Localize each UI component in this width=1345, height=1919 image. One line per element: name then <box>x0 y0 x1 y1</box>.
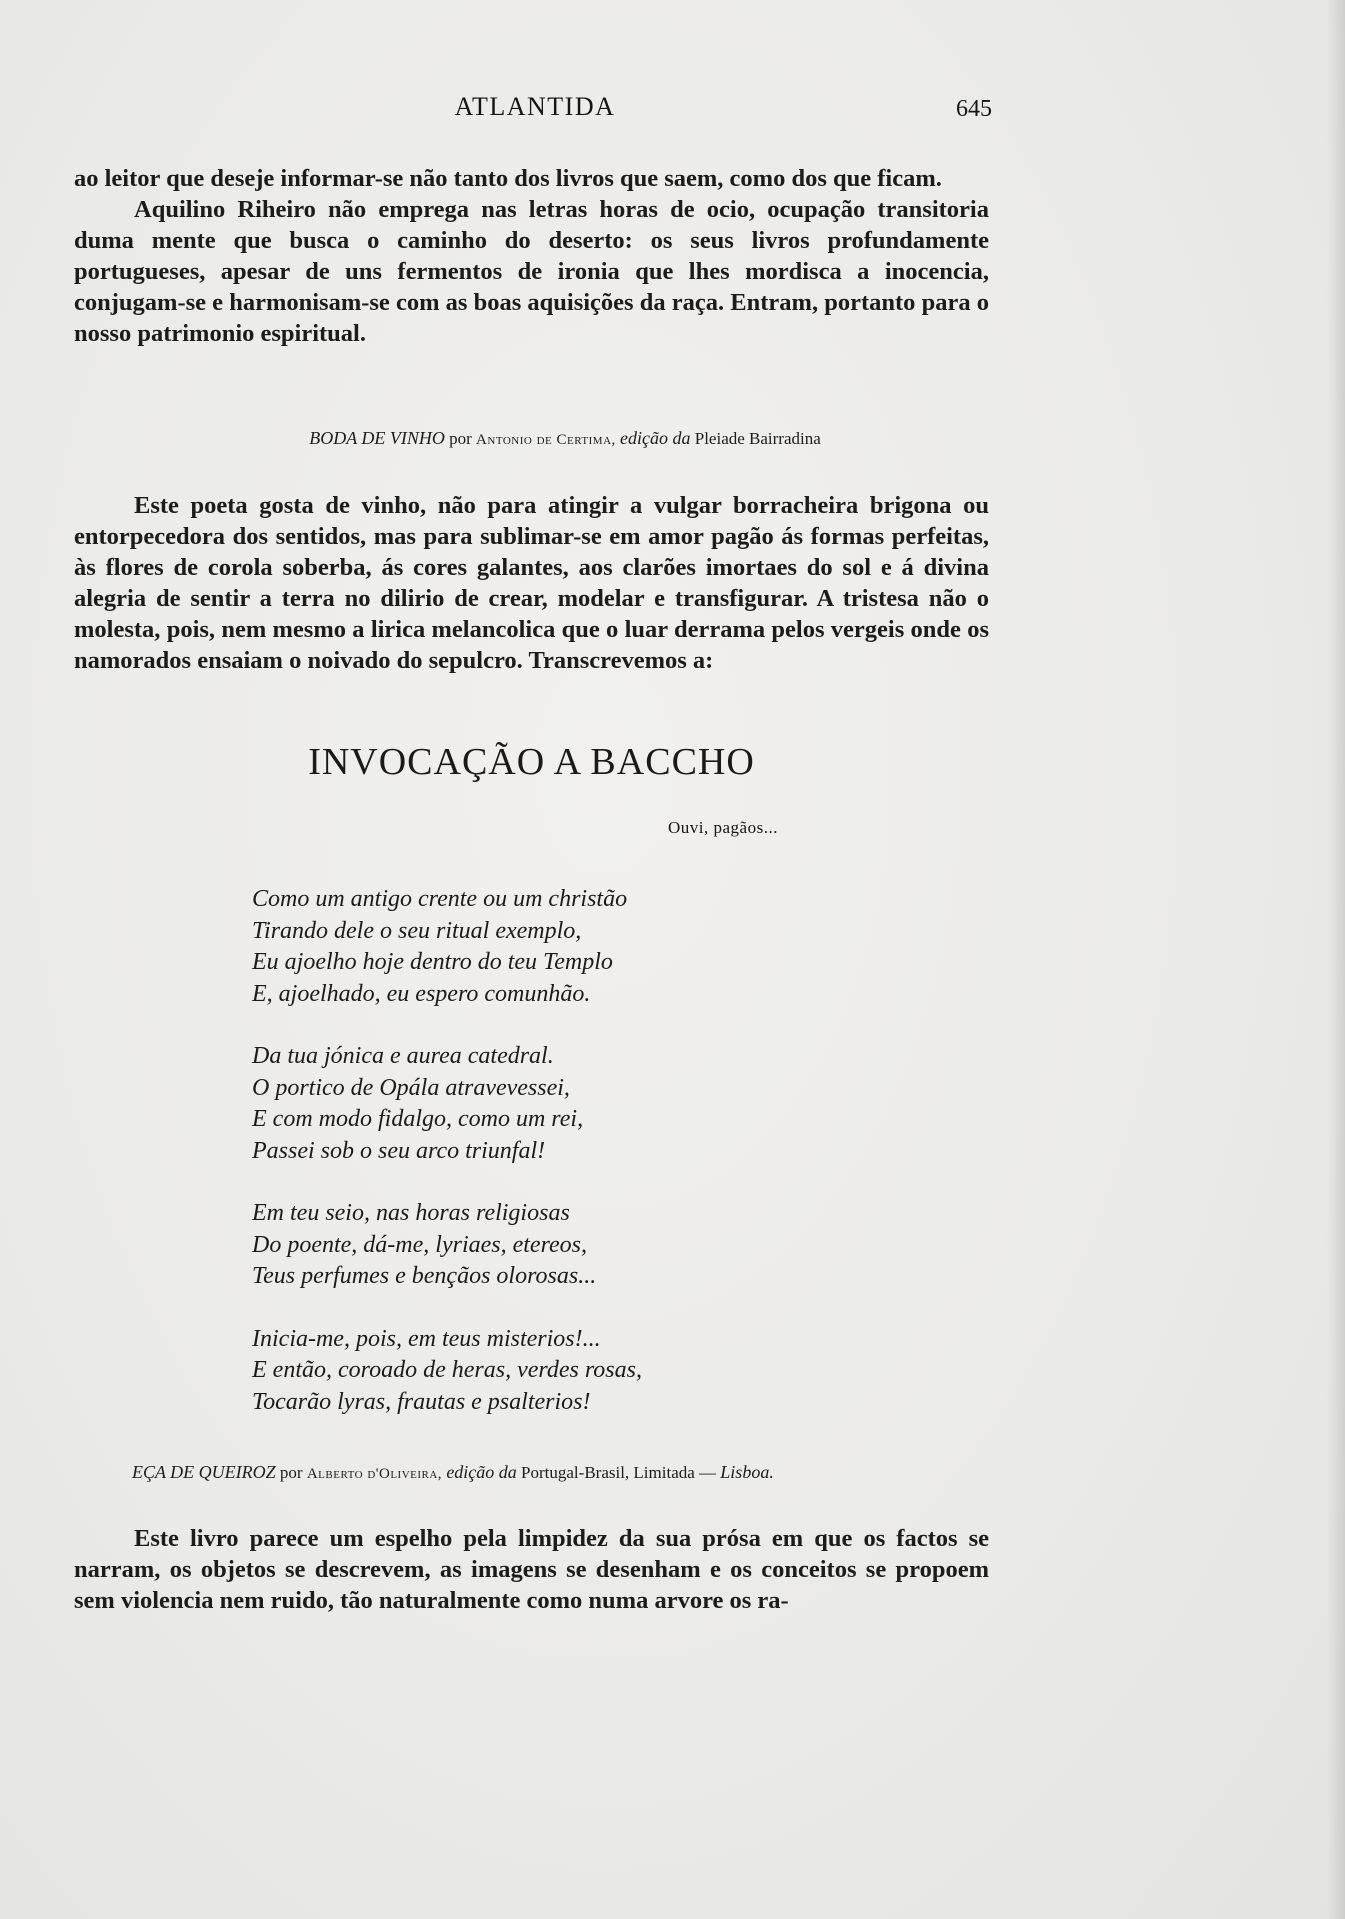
intro-paragraph-1: ao leitor que deseje informar-se não tanto dos livros que saem, como dos que ficam. <box>74 165 942 192</box>
review-text-boda-de-vinho <box>74 490 989 676</box>
poem-stanza <box>252 1198 892 1293</box>
book-author: Alberto d'Oliveira, <box>306 1466 443 1482</box>
page-edge-shadow <box>1327 0 1345 1919</box>
poem-stanza <box>252 884 892 1010</box>
poem-line: Da tua jónica e aurea catedral. <box>252 1043 554 1069</box>
review-paragraph: Este poeta gosta de vinho, não para atingir a vulgar borracheira brigona ou entorpecedora dos sentidos, mas para sublimar-se em amor pagão ás formas perfeitas, às flores de corola soberba, ás cores galantes, aos clarões imortaes do sol e á divina alegria de sentir a terra no dilirio de crear, modelar e transfigurar. A tristesa não o molesta, pois, nem mesmo a lirica melancolica que o luar derrama pelos vergeis onde os namorados ensaiam o noivado do sepulcro. Transcrevemos a: <box>74 492 989 674</box>
poem-line: Tocarão lyras, frautas e psalterios! <box>252 1388 591 1415</box>
poem-body <box>252 884 892 1449</box>
book-title: BODA DE VINHO <box>309 428 445 448</box>
poem-line: Do poente, dá-me, lyriaes, etereos, <box>252 1231 588 1258</box>
intro-paragraph-2: Aquilino Riheiro não emprega nas letras horas de ocio, ocupação transitoria duma mente que busca o caminho do deserto: os seus livros profundamente portugueses, apesar de uns fermentos de ironia que lhes mordisca a inocencia, conjugam-se e harmonisam-se com as boas aquisições da raça. Entram, portanto para o nosso patrimonio espiritual. <box>74 196 989 347</box>
book-author: Antonio de Certima, <box>476 432 616 448</box>
book-publisher: Portugal-Brasil, Limitada — <box>521 1463 717 1482</box>
poem-line: E então, coroado de heras, verdes rosas, <box>252 1357 642 1383</box>
book-title: EÇA DE QUEIROZ <box>132 1462 276 1482</box>
review-text-eca-de-queiroz <box>74 1523 989 1616</box>
review-paragraph: Este livro parece um espelho pela limpidez da sua prósa em que os factos se narram, os objetos se descrevem, as imagens se desenham e os conceitos se propoem sem violencia nem ruido, tão naturalmente como numa arvore os ra- <box>74 1525 989 1614</box>
poem-line: Em teu seio, nas horas religiosas <box>252 1200 570 1226</box>
poem-line: Eu ajoelho hoje dentro do teu Templo <box>252 949 613 975</box>
running-title: ATLANTIDA <box>454 92 616 121</box>
intro-section <box>74 163 989 349</box>
poem-stanza <box>252 1041 892 1167</box>
caption-edicao: edição da <box>446 1462 517 1482</box>
review-caption-boda-de-vinho <box>74 428 996 449</box>
poem-line: Teus perfumes e bençãos olorosas... <box>252 1263 597 1289</box>
poem-line: Passei sob o seu arco triunfal! <box>252 1137 546 1164</box>
poem-line: E com modo fidalgo, como um rei, <box>252 1106 584 1132</box>
poem-line: Inicia-me, pois, em teus misterios!... <box>252 1325 601 1352</box>
caption-edicao: edição da <box>620 428 691 448</box>
caption-por: por <box>279 1463 303 1482</box>
poem-line: Tirando dele o seu ritual exemplo, <box>252 917 582 944</box>
page-number: 645 <box>956 96 992 122</box>
running-head <box>74 92 996 132</box>
review-caption-eca-de-queiroz <box>132 1462 992 1483</box>
poem-stanza <box>252 1324 892 1419</box>
publisher-place: Lisboa. <box>720 1462 774 1482</box>
book-publisher: Pleiade Bairradina <box>694 429 821 448</box>
poem-line: O portico de Opála atravevessei, <box>252 1074 570 1101</box>
poem-epigraph: Ouvi, pagãos... <box>668 818 778 837</box>
poem-line: E, ajoelhado, eu espero comunhão. <box>252 980 591 1007</box>
caption-por: por <box>449 429 472 448</box>
poem-line: Como um antigo crente ou um christão <box>252 886 628 912</box>
poem-title: INVOCAÇÃO A BACCHO <box>308 741 755 783</box>
